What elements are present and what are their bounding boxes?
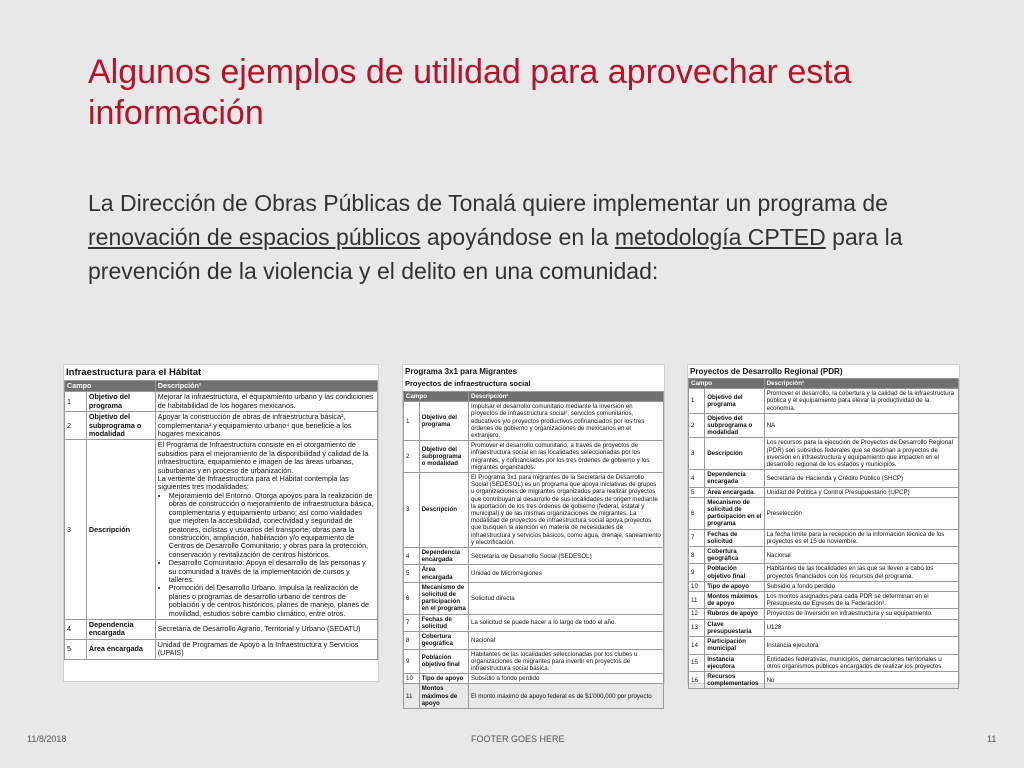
row-description: Impulsar el desarrollo comunitario mediante la inversión en proyectos de infraestructura social², servicios comunitarios, educativos y/o proyectos productivos cofinanciados por los tres órdenes de gobierno y organizaciones de mexicanos en el extranjero.: [468, 402, 663, 441]
row-number: 13: [689, 619, 705, 636]
list-item: • Desarrollo Comunitario: Apoya el desarrollo de las personas y su comunidad a través de la implementación de cursos y talleres.: [169, 559, 375, 584]
body-text-middle: apoyándose en la: [420, 224, 615, 250]
row-description: Los montos asignados para cada PDR se determinan en el Presupuesto de Egresos de la Federación².: [764, 592, 958, 609]
table-row: [65, 412, 378, 440]
row-field: Dependencia encargada: [86, 619, 155, 639]
row-number: 4: [65, 619, 87, 639]
row-number: 1: [65, 392, 87, 412]
table-row: [404, 649, 664, 674]
table-row: [689, 564, 959, 581]
table-row: [689, 619, 959, 636]
table2-grid: [403, 391, 664, 709]
row-field: Recursos complementarios: [705, 671, 764, 688]
row-description: Instancia ejecutora: [764, 637, 958, 654]
table-row: [404, 402, 664, 441]
body-text-start: La Dirección de Obras Públicas de Tonalá quiere implementar un programa de: [88, 190, 888, 216]
row-field: Cobertura geográfica: [419, 632, 468, 649]
table-row: [689, 529, 959, 546]
table3-body: [689, 389, 959, 689]
table-row: [689, 497, 959, 529]
row-description: La fecha límite para la recepción de la información técnica de los proyectos es el 15 de noviembre.: [764, 529, 958, 546]
row-field: Clave presupuestaria: [705, 619, 764, 636]
row-description: Subsidio a fondo perdido: [468, 674, 663, 684]
row-description: No: [764, 671, 958, 688]
row-description: Secretaría de Desarrollo Social (SEDESOL): [468, 548, 663, 565]
row-field: Descripción: [419, 473, 468, 548]
table-row: [404, 632, 664, 649]
row-number: 9: [689, 564, 705, 581]
table-row: [65, 639, 378, 659]
row-description: [155, 440, 377, 620]
table-row: [689, 581, 959, 591]
table-row: [65, 392, 378, 412]
table-row: [689, 547, 959, 564]
row-number: 3: [65, 440, 87, 620]
table1-header-desc: Descripción¹: [155, 381, 377, 392]
row-number: 4: [689, 470, 705, 487]
row-number: 6: [404, 582, 420, 614]
row-field: Descripción: [86, 440, 155, 620]
table-infraestructura-habitat: [63, 364, 379, 682]
table-row: [689, 438, 959, 470]
row-field: Objetivo del subprograma o modalidad: [705, 413, 764, 438]
row-field: Mecanismo de solicitud de participación en el programa: [419, 582, 468, 614]
row-number: 5: [689, 487, 705, 497]
row-description: Los recursos para la ejecución de Proyectos de Desarrollo Regional (PDR) son subsidios federales que se destinan a proyectos de inversión en infraestructura y equipamiento que impacten en el desarrollo regional de los estados y municipios.: [764, 438, 958, 470]
row-number: 1: [689, 389, 705, 414]
row-number: 2: [65, 412, 87, 440]
row-number: 8: [404, 632, 420, 649]
table-proyectos-desarrollo-regional: [687, 364, 960, 688]
row-field: Área encargada: [705, 487, 764, 497]
row-number: 2: [404, 441, 420, 473]
table-row: [689, 413, 959, 438]
table-row: [404, 684, 664, 709]
table-row: [689, 389, 959, 414]
table-row: [404, 441, 664, 473]
row-description: Promover el desarrollo, la cobertura y la calidad de la infraestructura pública y el equipamiento para elevar la productividad de la economía.: [764, 389, 958, 414]
footer-center-text: FOOTER GOES HERE: [471, 734, 565, 744]
row-field: Montos máximos de apoyo: [419, 684, 468, 709]
row-description: Unidad de Programas de Apoyo a la Infraestructura y Servicios (UPAIS): [155, 639, 377, 659]
slide-title: [88, 52, 938, 134]
title-line-2: información: [88, 94, 264, 132]
body-paragraph: [88, 186, 938, 288]
table-row: [404, 582, 664, 614]
row-field: Participación municipal: [705, 637, 764, 654]
row-description: Solicitud directa: [468, 582, 663, 614]
row-number: 1: [404, 402, 420, 441]
row-number: 15: [689, 654, 705, 671]
row-field: Objetivo del programa: [705, 389, 764, 414]
row-field: Población objetivo final: [705, 564, 764, 581]
row-description: Secretaría de Desarrollo Agrario, Territorial y Urbano (SEDATU): [155, 619, 377, 639]
body-text-end: para la prevención de la violencia y el delito en una comunidad:: [88, 224, 903, 284]
row-field: Montos máximos de apoyo: [705, 592, 764, 609]
row-field: Objetivo del programa: [419, 402, 468, 441]
title-line-1: Algunos ejemplos de utilidad para aprovechar esta: [88, 53, 852, 91]
table3-header-field: Campo: [689, 379, 765, 389]
row-field: Objetivo del programa: [86, 392, 155, 412]
row-field: Tipo de apoyo: [419, 674, 468, 684]
table2-header-field: Campo: [404, 392, 469, 402]
table-row: [404, 473, 664, 548]
row-field: Área encargada: [86, 639, 155, 659]
row-description: Entidades federativas, municipios, demarcaciones territoriales u otros organismos públicos encargados de realizar los proyectos.: [764, 654, 958, 671]
row-number: 16: [689, 671, 705, 688]
table-row: [65, 440, 378, 620]
table-row: [404, 614, 664, 631]
row-field: Población objetivo final: [419, 649, 468, 674]
row-number: 8: [689, 547, 705, 564]
row-description: U128: [764, 619, 958, 636]
row-number: 11: [404, 684, 420, 709]
table1-header-field: Campo: [65, 381, 156, 392]
row-field: Dependencia encargada: [705, 470, 764, 487]
table3-title: Proyectos de Desarrollo Regional (PDR): [690, 367, 843, 376]
row-description: Unidad de Política y Control Presupuestario (UPCP): [764, 487, 958, 497]
row-description: La solicitud se puede hacer a lo largo de todo el año.: [468, 614, 663, 631]
row-description: Mejorar la infraestructura, el equipamiento urbano y las condiciones de habitabilidad de los hogares mexicanos.: [155, 392, 377, 412]
table-row: [689, 671, 959, 688]
row-number: 10: [404, 674, 420, 684]
table-row: [65, 619, 378, 639]
table-row: [689, 592, 959, 609]
row-description: NA: [764, 413, 958, 438]
row-number: 11: [689, 592, 705, 609]
row-field: Objetivo del subprograma o modalidad: [419, 441, 468, 473]
table-row: [689, 487, 959, 497]
table-row: [689, 609, 959, 619]
table2-title: Programa 3x1 para Migrantes: [405, 367, 518, 376]
row-description: Nacional: [468, 632, 663, 649]
table-row: [689, 470, 959, 487]
table2-header-desc: Descripción¹: [468, 392, 663, 402]
row-description: Promover el desarrollo comunitario, a través de proyectos de infraestructura social en las localidades seleccionadas por los migrantes, y cofinanciados por los tres órdenes de gobierno y los migrantes organizados.: [468, 441, 663, 473]
table-row: [404, 565, 664, 582]
row-number: 7: [404, 614, 420, 631]
row-field: Tipo de apoyo: [705, 581, 764, 591]
table1-title: Infraestructura para el Hábitat: [66, 367, 202, 378]
list-item: • Promoción del Desarrollo Urbano. Impulsa la realización de planes o programas de desarrollo urbano de centros de población y de centros históricos, planes de manejo, planes de movilidad, estudios sobre cambio climático, entre otros.: [169, 584, 375, 618]
list-item: • Mejoramiento del Entorno. Otorga apoyos para la realización de obras de construcción o mejoramiento de infraestructura básica, complementaria y equipamiento urbano; así como vialidades que mejoren la accesibilidad, conectividad y seguridad de peatones, ciclistas y usuarios del transporte; obras para la construcción, ampliación, habilitación y/o equipamiento de Centros de Desarrollo Comunitario; y obras para la protección, conservación y revitalización de centros históricos.: [169, 492, 375, 559]
row-number: 7: [689, 529, 705, 546]
row-description: Proyectos de inversión en infraestructura y su equipamiento.: [764, 609, 958, 619]
table-row: [689, 654, 959, 671]
table-row: [404, 548, 664, 565]
row-description: Nacional: [764, 547, 958, 564]
row-description: Unidad de Microrregiones: [468, 565, 663, 582]
table-programa-3x1-migrantes: [402, 364, 665, 707]
row-description: El Programa 3x1 para migrantes de la Secretaría de Desarrollo Social (SEDESOL) es un programa que apoya iniciativas de grupos u organizaciones de migrantes organizados para realizar proyectos que contribuyan al desarrollo de sus localidades de origen mediante la aportación de los tres órdenes de gobierno (federal, estatal y municipal) y de las mismas organizaciones de migrantes. La modalidad de proyectos de infraestructura social apoya proyectos que busquen la atención en materia de necesidades de infraestructura y servicios básicos, como agua, drenaje, saneamiento y electrificación.: [468, 473, 663, 548]
table-row: [404, 674, 664, 684]
table3-header-desc: Descripción¹: [764, 379, 958, 389]
description-paragraph: La vertiente de Infraestructura para el Hábitat contempla las siguientes tres modalidades:: [157, 474, 349, 492]
footer-page-number: 11: [987, 734, 997, 744]
row-field: Fechas de solicitud: [705, 529, 764, 546]
row-number: 3: [689, 438, 705, 470]
table2-body: [404, 402, 664, 709]
row-description: Secretaría de Hacienda y Crédito Público (SHCP): [764, 470, 958, 487]
row-number: 9: [404, 649, 420, 674]
row-field: Fechas de solicitud: [419, 614, 468, 631]
table1-grid: [64, 380, 378, 660]
row-number: 5: [65, 639, 87, 659]
row-field: Rubros de apoyo: [705, 609, 764, 619]
row-number: 12: [689, 609, 705, 619]
row-field: Mecanismo de solicitud de participación en el programa: [705, 497, 764, 529]
footer-date: 11/8/2018: [27, 734, 67, 744]
row-field: Descripción: [705, 438, 764, 470]
row-number: 5: [404, 565, 420, 582]
table-row: [689, 637, 959, 654]
row-field: Área encargada: [419, 565, 468, 582]
row-description: Habitantes de las localidades seleccionadas por los clubes u organizaciones de migrantes para invertir en proyectos de infraestructura social básica.: [468, 649, 663, 674]
row-field: Cobertura geográfica: [705, 547, 764, 564]
row-field: Dependencia encargada: [419, 548, 468, 565]
row-number: 6: [689, 497, 705, 529]
row-number: 4: [404, 548, 420, 565]
modalities-list: [158, 492, 375, 618]
row-number: 14: [689, 637, 705, 654]
link-renovacion-espacios[interactable]: renovación de espacios públicos: [88, 224, 421, 250]
row-description: El monto máximo de apoyo federal es de $1'000,000 por proyecto: [468, 684, 663, 709]
table2-subtitle: Proyectos de infraestructura social: [405, 379, 531, 388]
row-number: 10: [689, 581, 705, 591]
row-description: Preselección: [764, 497, 958, 529]
row-description: Subsidio a fondo perdido: [764, 581, 958, 591]
row-field: Objetivo del subprograma o modalidad: [86, 412, 155, 440]
row-field: Instancia ejecutora: [705, 654, 764, 671]
row-description: Apoyar la construcción de obras de infraestructura básica², complementaria³ y equipamiento urbano⁴ que beneficie a los hogares mexicanos.: [155, 412, 377, 440]
row-number: 3: [404, 473, 420, 548]
link-metodologia-cpted[interactable]: metodología CPTED: [614, 224, 826, 250]
description-paragraph: El Programa de Infraestructura consiste en el otorgamiento de subsidios para el mejoramiento de la disponibilidad y calidad de la infraestructura, equipamiento e imagen de las áreas urbanas, suburbanas y en proceso de urbanización.: [157, 440, 369, 475]
row-description: Habitantes de las localidades en las que se lleven a cabo los proyectos financiados con los recursos del programa.: [764, 564, 958, 581]
row-number: 2: [689, 413, 705, 438]
table3-grid: [688, 378, 959, 689]
